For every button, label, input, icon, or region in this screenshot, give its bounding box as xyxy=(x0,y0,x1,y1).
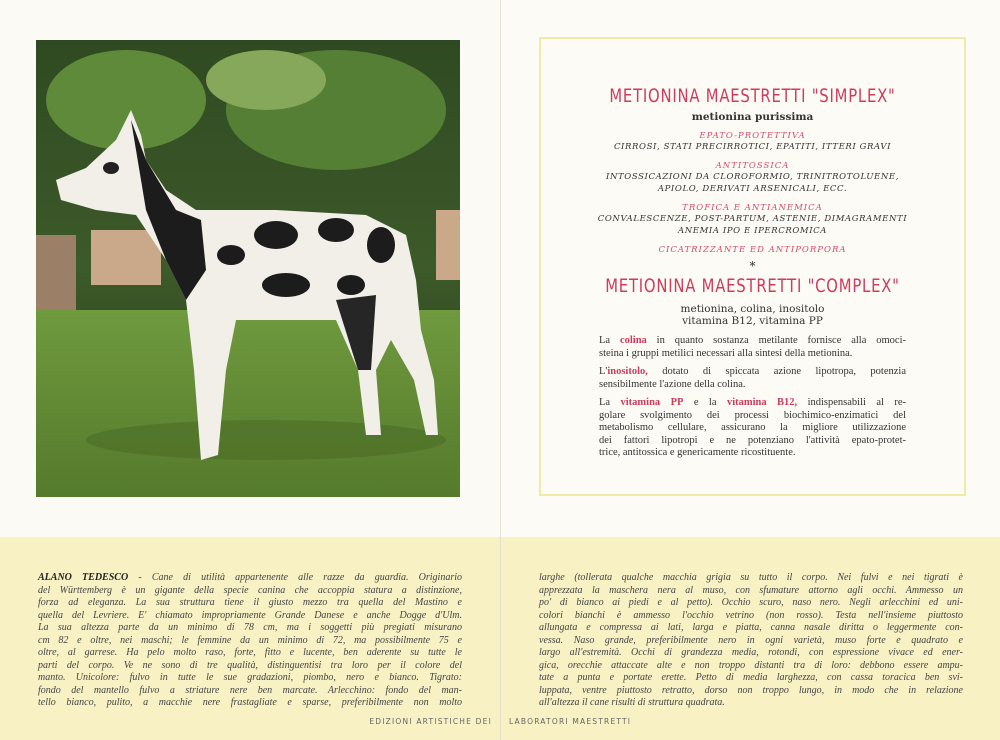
paragraph-vitamins: La vitamina PP e la vitamina B12, indispensabili al re- golare svolgimento dei processi biochimico-enzimatici del metabolismo cellulare, assicurano la migliore utilizzazione dei fattori lipotropi e ne potenziano l'attività epato-protet- trice, antitossica e genericamente ricostituente. xyxy=(599,397,907,458)
description-line: tate a punta e portate erette. Petto di media larghezza, con cassa toracica ben svi- xyxy=(539,672,963,683)
description-line: parti del corpo. Ve ne sono di tre qualità, distinguentisi tra loro per il colore del xyxy=(38,659,462,671)
description-line: apprezzata la maschera nera al muso, con sfumature attorno agli occhi. Ammesso un xyxy=(539,584,963,596)
description-line: del Württemberg è un gigante della specie canina che accoppia statura a distinzione, xyxy=(38,584,462,596)
description-line: all'altezza il cane risulti di struttura quadrata. xyxy=(539,697,725,708)
description-line: La sua altezza parte da un minimo di 78 cm, ma i soggetti più pregiati misurano xyxy=(38,622,462,633)
description-line: cm 82 e oltre, nei maschi; le femmine da un minimo di 72, ma possibilmente 75 e xyxy=(38,634,462,646)
footer-laboratory: LABORATORI MAESTRETTI xyxy=(509,717,632,726)
right-page xyxy=(500,0,1000,740)
simplex-section xyxy=(541,85,964,460)
description-line: tello bianco, pulito, a macchie nere frastagliate e sparse, preferibilmente non molto xyxy=(38,697,462,708)
description-text: - Cane di utilità appartenente alle razze da guardia. Originario xyxy=(128,572,462,583)
indication-category: TROFICA E ANTIANEMICA xyxy=(682,203,823,213)
description-line: manto. Unicolore: fulvo in tutte le sue gradazioni, piombo, nero e bianco. Tigrato: xyxy=(38,672,462,683)
paragraph-inositolo: L'inositolo, dotato di spiccata azione lipotropa, potenzia sensibilmente l'azione della colina. xyxy=(599,366,906,390)
description-line: largo all'estremità. Occhi di grandezza media, rotondi, con espressione vivace ed ener- xyxy=(539,647,963,658)
simplex-subtitle: metionina purissima xyxy=(691,111,814,123)
indication-category: ANTITOSSICA xyxy=(715,161,790,171)
description-line: luppata, ventre piuttosto retratto, dorso non troppo lungo, in modo che in relazione xyxy=(539,684,963,696)
breed-description-right xyxy=(539,572,963,710)
description-line: forza ad eleganza. La sua struttura tiene il giusto mezzo tra quella del Mastino e xyxy=(38,597,462,608)
description-line: larghe (tollerata qualche macchia grigia su tutto il corpo. Nei fulvi e nei tigrati è xyxy=(539,572,963,583)
complex-subtitle-1: metionina, colina, inositolo xyxy=(680,303,825,315)
breed-name: ALANO TEDESCO xyxy=(38,572,129,583)
indication-category: EPATO-PROTETTIVA xyxy=(699,131,806,141)
indication-text: CIRROSI, STATI PRECIRROTICI, EPATITI, ITTERI GRAVI xyxy=(613,142,892,152)
description-line: po' di bianco ai piedi e al petto). Occhio scuro, naso nero. Negli arlecchini ed uni- xyxy=(539,597,963,608)
indication-category: CICATRIZZANTE ED ANTIPORPORA xyxy=(658,245,847,255)
footer-publisher: EDIZIONI ARTISTICHE DEI xyxy=(369,717,492,726)
description-line: quella del Levriere. E' chiamato impropriamente Grande Danese e anche Dogge d'Ulm. xyxy=(38,609,462,621)
description-line: oltre, al garrese. Ha pelo molto raso, forte, fitto e lucente, ben aderente su tutte le xyxy=(38,647,462,658)
description-line xyxy=(38,572,462,585)
indication-text: APIOLO, DERIVATI ARSENICALI, ECC. xyxy=(657,184,848,194)
complex-subtitle-2: vitamina B12, vitamina PP xyxy=(682,315,823,327)
description-line: allungata e compressa ai lati, larga e piatta, canna nasale diritta o leggermente con- xyxy=(539,622,963,633)
paragraph-colina: La colina in quanto sostanza metilante fornisce alla omoci- steina i gruppi metilici necessari alla sintesi della metionina. xyxy=(599,335,906,359)
description-line: colori bianchi è ammesso l'occhio vetrino (non rosso). Testa nell'insieme piuttosto xyxy=(539,609,963,621)
great-dane-photo xyxy=(36,40,460,497)
indication-text: ANEMIA IPO E IPERCROMICA xyxy=(678,226,827,236)
breed-description-left xyxy=(38,572,462,710)
description-line: vessa. Naso grande, preferibilmente nero in ogni varietà, muso forte e quadrato e xyxy=(539,634,963,646)
separator-star: * xyxy=(749,259,756,273)
description-line: fondo del mantello fulvo a striature nere ben marcate. Arlecchino: fondo del man- xyxy=(38,684,462,696)
product-info-frame xyxy=(539,37,966,496)
indication-text: CONVALESCENZE, POST-PARTUM, ASTENIE, DIMAGRAMENTI xyxy=(597,214,908,224)
indication-text: INTOSSICAZIONI DA CLOROFORMIO, TRINITROTOLUENE, xyxy=(606,172,899,182)
simplex-title: METIONINA MAESTRETTI "SIMPLEX" xyxy=(609,85,896,107)
complex-title: METIONINA MAESTRETTI "COMPLEX" xyxy=(605,275,900,297)
description-line: gica, orecchie attaccate alte e non troppo distanti tra di loro: debbono essere ampu- xyxy=(539,659,963,671)
